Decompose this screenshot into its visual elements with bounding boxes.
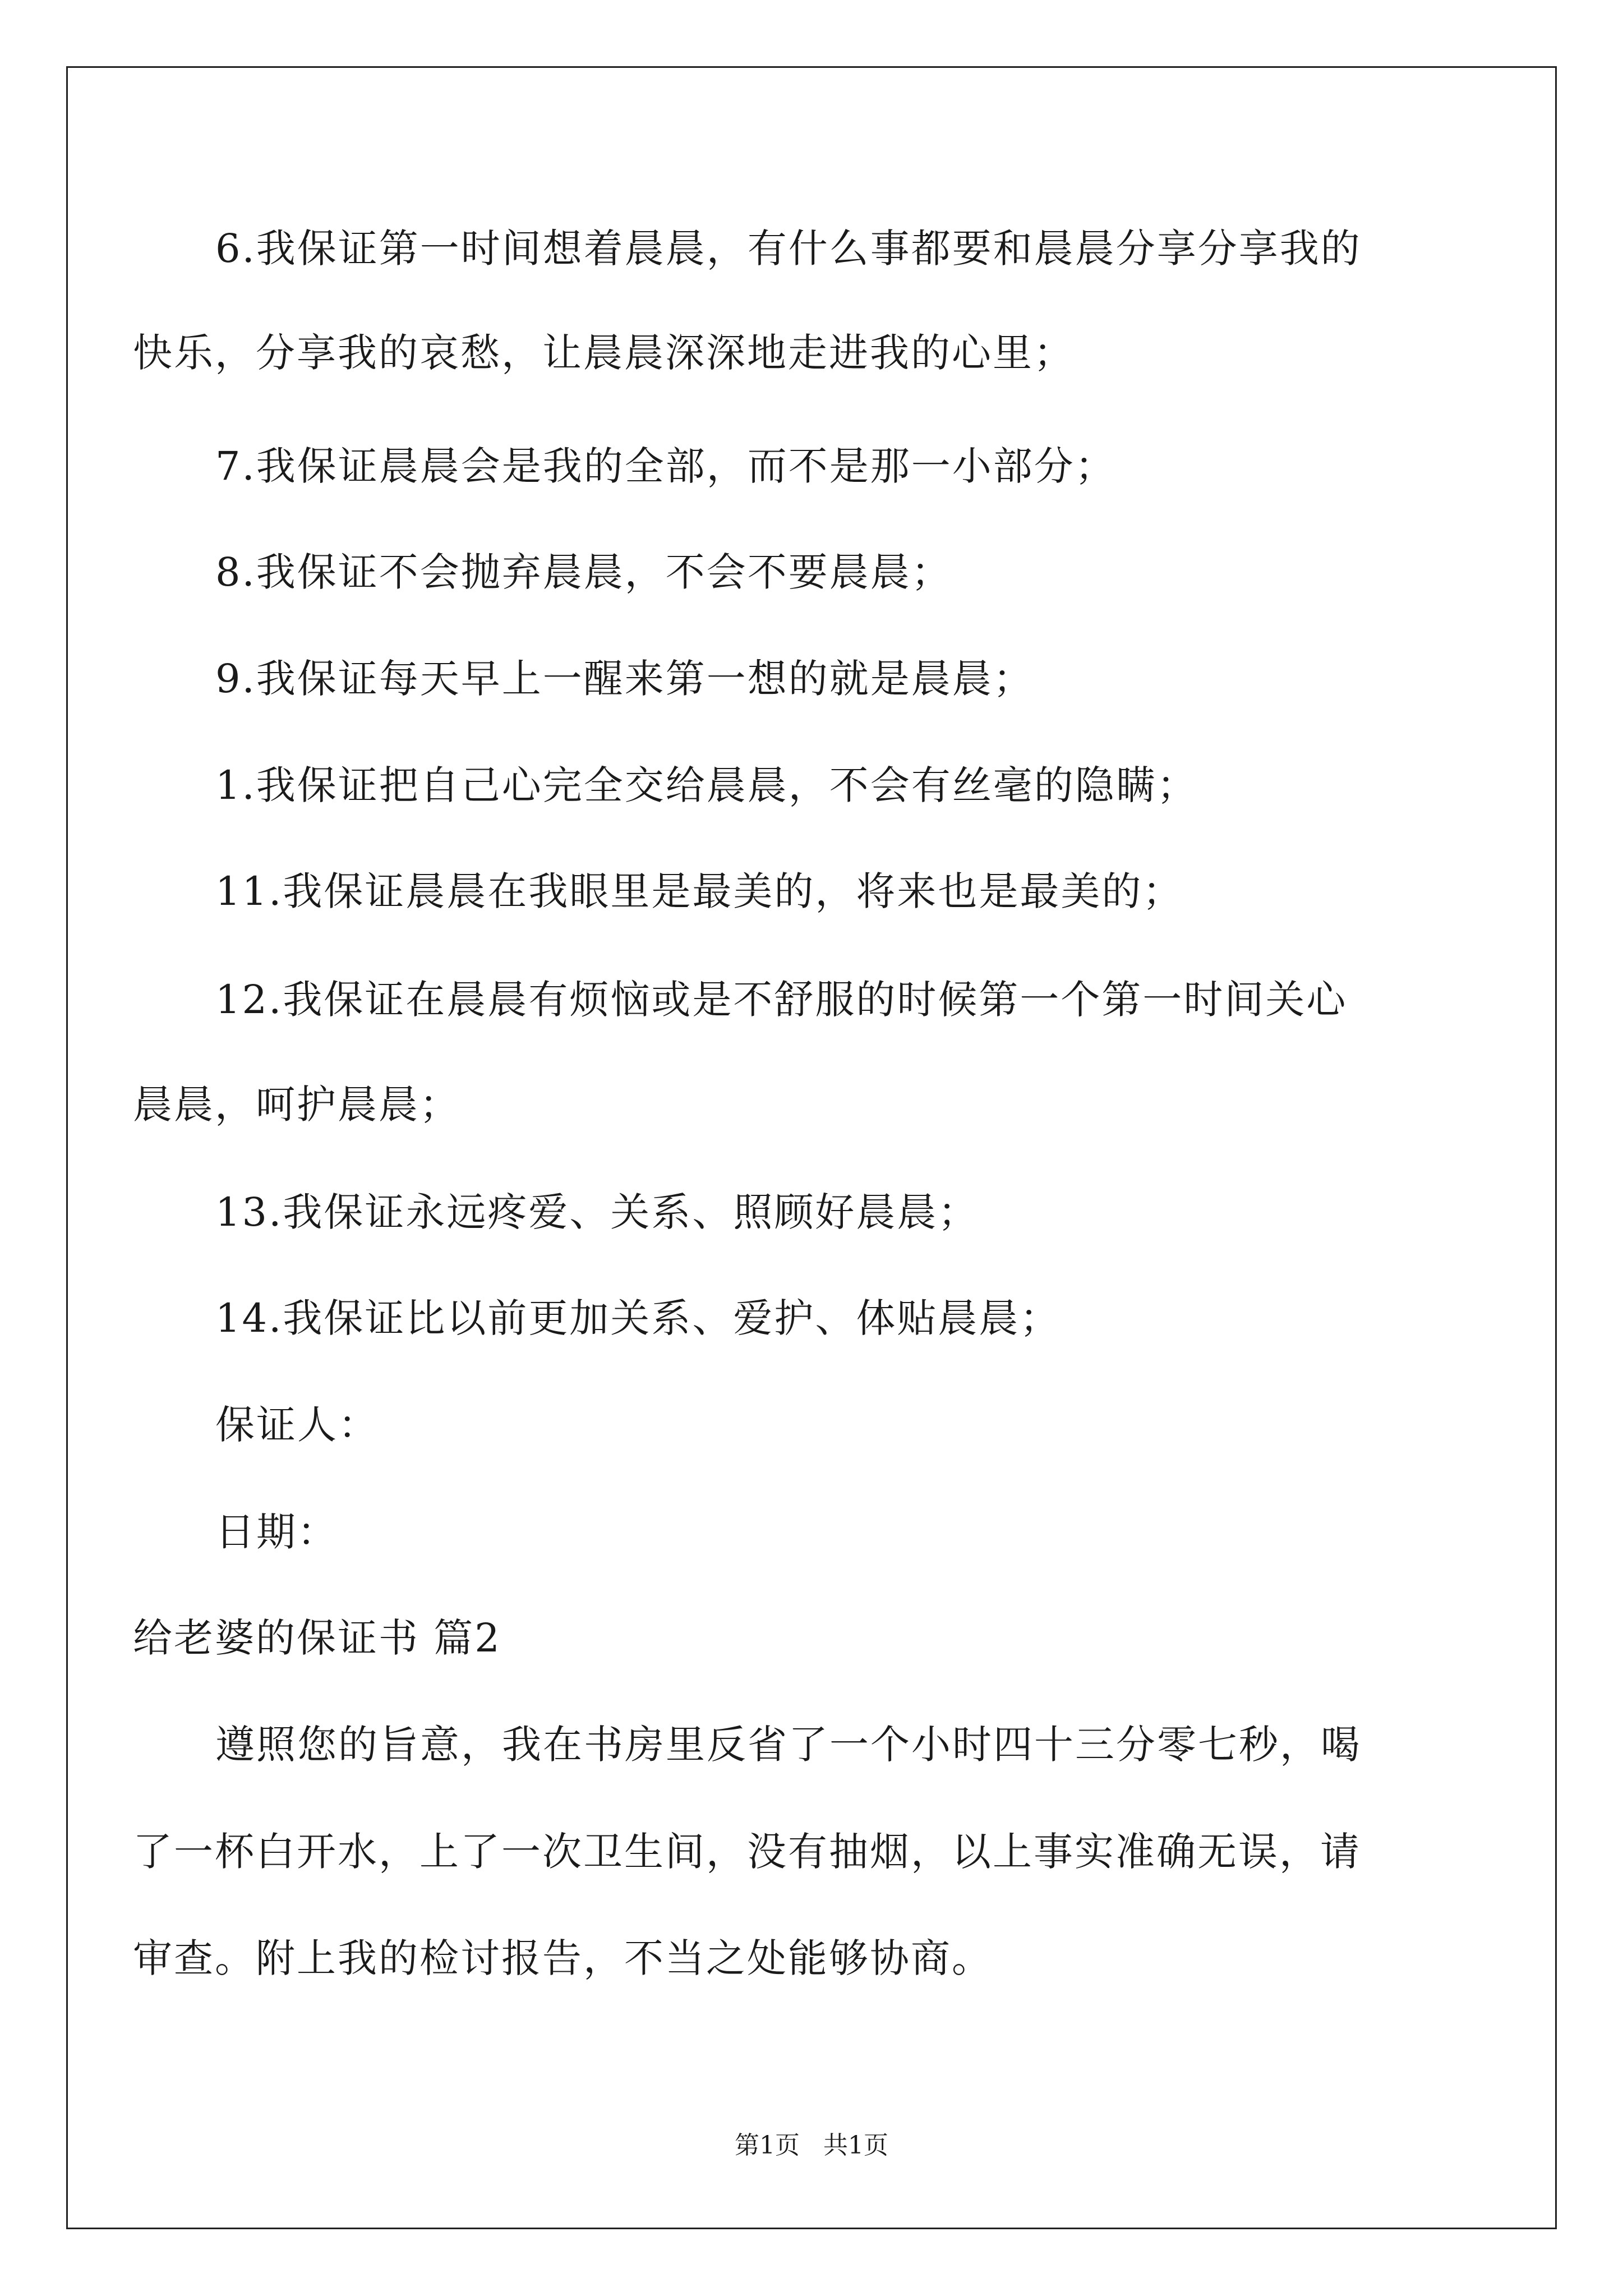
text-line: 7.我保证晨晨会是我的全部，而不是那一小部分； <box>215 443 1116 489</box>
text-line: 12.我保证在晨晨有烦恼或是不舒服的时候第一个第一时间关心 <box>215 977 1348 1023</box>
section-heading: 给老婆的保证书 篇2 <box>133 1615 501 1661</box>
text-line: 14.我保证比以前更加关系、爱护、体贴晨晨； <box>215 1295 1061 1341</box>
text-line: 11.我保证晨晨在我眼里是最美的，将来也是最美的； <box>215 868 1184 914</box>
text-line: 13.我保证永远疼爱、关系、照顾好晨晨； <box>215 1189 979 1235</box>
text-line: 遵照您的旨意，我在书房里反省了一个小时四十三分零七秒，喝 <box>215 1722 1362 1768</box>
text-line: 9.我保证每天早上一醒来第一想的就是晨晨； <box>215 656 1034 702</box>
text-line: 6.我保证第一时间想着晨晨，有什么事都要和晨晨分享分享我的 <box>215 226 1362 272</box>
text-line: 晨晨，呵护晨晨； <box>133 1082 460 1128</box>
date-label: 日期： <box>215 1509 338 1555</box>
text-line: 审查。附上我的检讨报告，不当之处能够协商。 <box>133 1935 993 1981</box>
page-footer: 第1页 共1页 <box>735 2131 888 2160</box>
page-border <box>66 66 1557 2229</box>
signer-label: 保证人： <box>215 1402 379 1448</box>
text-line: 1.我保证把自己心完全交给晨晨，不会有丝毫的隐瞒； <box>215 762 1198 808</box>
text-line: 了一杯白开水，上了一次卫生间，没有抽烟，以上事实准确无误，请 <box>133 1829 1361 1875</box>
text-line: 8.我保证不会抛弃晨晨，不会不要晨晨； <box>215 549 952 595</box>
text-line: 快乐，分享我的哀愁，让晨晨深深地走进我的心里； <box>133 330 1075 376</box>
